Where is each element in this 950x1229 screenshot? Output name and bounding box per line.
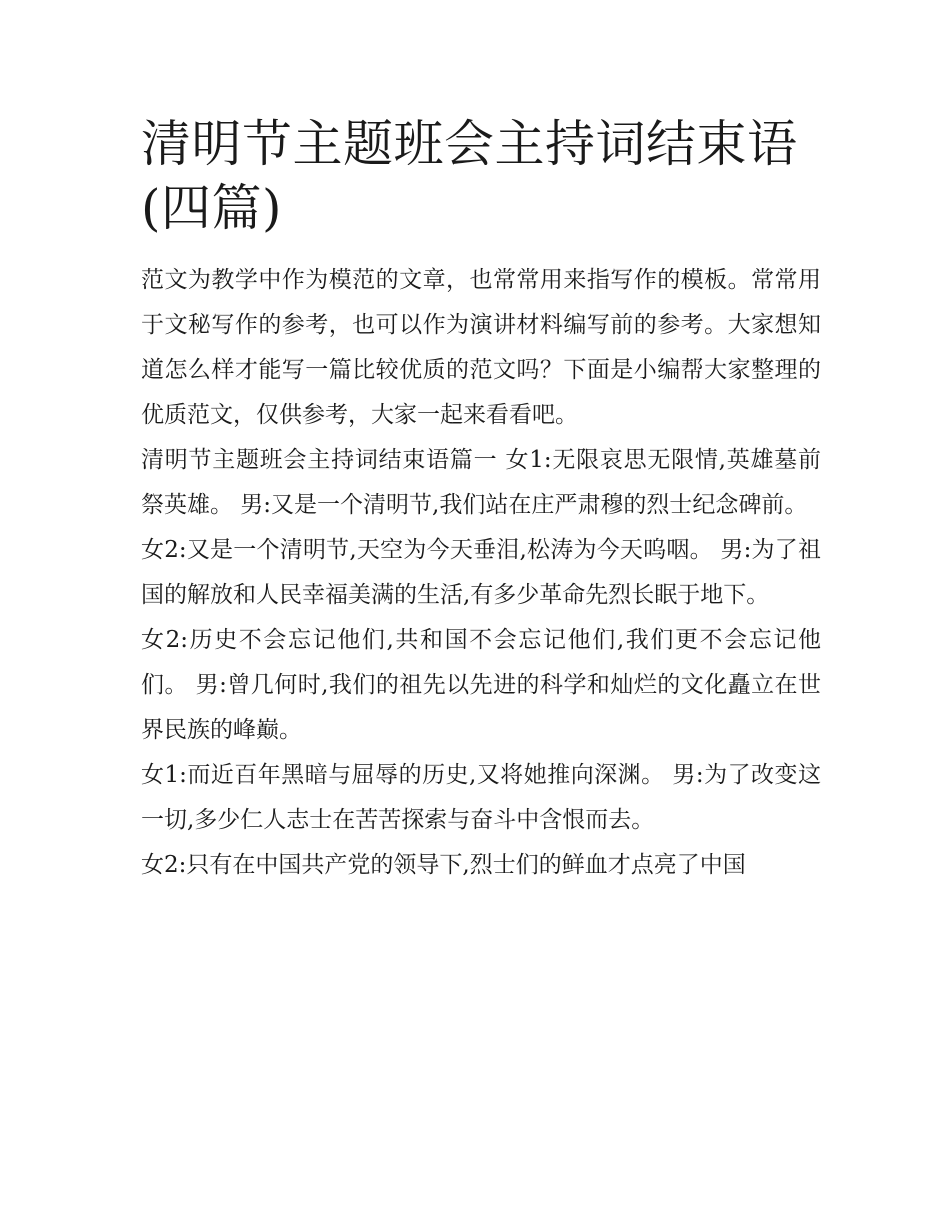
- paragraph-3: 女2:历史不会忘记他们,共和国不会忘记他们,我们更不会忘记他们。 男:曾几何时,我们的祖先以先进的科学和灿烂的文化矗立在世界民族的峰巅。: [141, 627, 821, 743]
- document-page: [141, 112, 821, 888]
- paragraph-intro: 范文为教学中作为模范的文章，也常常用来指写作的模板。常常用于文秘写作的参考，也可以作为演讲材料编写前的参考。大家想知道怎么样才能写一篇比较优质的范文吗？下面是小编帮大家整理的优质范文，仅供参考，大家一起来看看吧。: [141, 267, 821, 428]
- document-title: 清明节主题班会主持词结束语(四篇): [141, 115, 798, 237]
- paragraph-4: 女1:而近百年黑暗与屈辱的历史,又将她推向深渊。 男:为了改变这一切,多少仁人志士在苦苦探索与奋斗中含恨而去。: [141, 762, 821, 833]
- paragraph-1: 清明节主题班会主持词结束语篇一 女1:无限哀思无限情,英雄墓前祭英雄。 男:又是一个清明节,我们站在庄严肃穆的烈士纪念碑前。: [141, 447, 821, 518]
- paragraph-5: 女2:只有在中国共产党的领导下,烈士们的鲜血才点亮了中国: [141, 852, 746, 878]
- paragraph-2: 女2:又是一个清明节,天空为今天垂泪,松涛为今天呜咽。 男:为了祖国的解放和人民幸福美满的生活,有多少革命先烈长眠于地下。: [141, 537, 821, 608]
